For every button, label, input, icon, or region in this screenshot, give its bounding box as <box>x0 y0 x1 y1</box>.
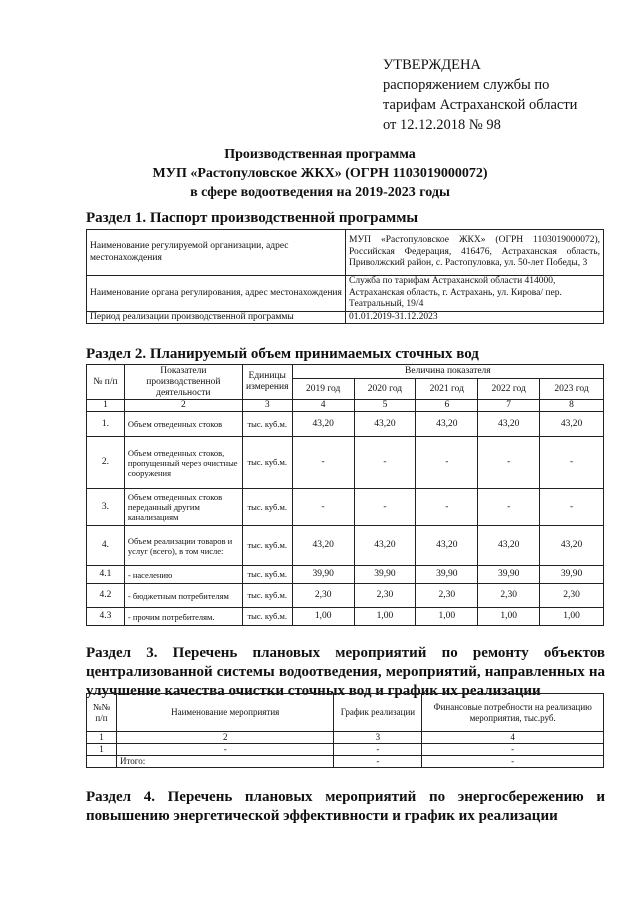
row-num: 2. <box>87 437 125 489</box>
table-header-row <box>87 365 604 379</box>
table-row <box>87 437 604 489</box>
column-number: 4 <box>292 400 354 412</box>
row-num: 4.1 <box>87 566 125 584</box>
table-row <box>87 584 604 608</box>
section4-heading: Раздел 4. Перечень плановых мероприятий по энергосбережению и повышению энергетической эффективности и график их реализации <box>86 789 605 824</box>
row-name: Объем отведенных стоков переданный другим канализациям <box>124 489 242 526</box>
row-value: 43,20 <box>416 526 478 566</box>
row-value: 2,30 <box>354 584 416 608</box>
row-value: 1,00 <box>478 608 540 626</box>
table-cell-label: Наименование регулируемой организации, адрес местонахождения <box>87 230 346 276</box>
table-cell-label: Период реализации производственной программы <box>87 311 346 324</box>
header-values: Величина показателя <box>292 365 603 379</box>
row-unit: тыс. куб.м. <box>242 584 292 608</box>
row-unit: тыс. куб.м. <box>242 489 292 526</box>
row-schedule: - <box>334 744 422 756</box>
title-line: в сфере водоотведения на 2019-2023 годы <box>190 185 450 200</box>
header-year: 2019 год <box>292 379 354 400</box>
section1-heading: Раздел 1. Паспорт производственной программы <box>86 210 419 226</box>
row-name: - прочим потребителям. <box>124 608 242 626</box>
row-value: 2,30 <box>416 584 478 608</box>
column-number: 2 <box>116 732 334 744</box>
header-year: 2021 год <box>416 379 478 400</box>
measures-table <box>86 693 604 768</box>
row-unit: тыс. куб.м. <box>242 526 292 566</box>
header-year: 2023 год <box>540 379 604 400</box>
row-value: - <box>478 437 540 489</box>
row-value: 43,20 <box>478 526 540 566</box>
row-value: 43,20 <box>292 412 354 437</box>
approval-date: от 12.12.2018 № 98 <box>383 117 501 133</box>
column-number-row <box>87 732 604 744</box>
row-value: 43,20 <box>478 412 540 437</box>
column-number: 7 <box>478 400 540 412</box>
row-unit: тыс. куб.м. <box>242 608 292 626</box>
total-finance: - <box>422 756 604 768</box>
row-value: - <box>478 489 540 526</box>
row-value: 39,90 <box>540 566 604 584</box>
row-num: 3. <box>87 489 125 526</box>
passport-table <box>86 229 604 324</box>
header-indicator: Показатели производственной деятельности <box>124 365 242 400</box>
total-label: Итого: <box>116 756 334 768</box>
total-empty-cell <box>87 756 117 768</box>
table-cell-value: МУП «Растопуловское ЖКХ» (ОГРН 1103019000072), Российская Федерация, 416476, Астраханская область, Приволжский район, с. Растопуловка, ул. 50-лет Победы, 3 <box>346 230 604 276</box>
row-value: 43,20 <box>354 412 416 437</box>
header-num: № п/п <box>87 365 125 400</box>
column-number: 6 <box>416 400 478 412</box>
row-value: - <box>354 437 416 489</box>
section3-heading: Раздел 3. Перечень плановых мероприятий по ремонту объектов централизованной системы водоотведения, мероприятий, направленных на улучшение качества очистки сточных вод и график их реализации <box>86 645 605 699</box>
header-finance: Финансовые потребности на реализацию мероприятия, тыс.руб. <box>422 694 604 732</box>
row-value: - <box>540 489 604 526</box>
row-num: 4.3 <box>87 608 125 626</box>
row-value: - <box>416 489 478 526</box>
table-row <box>87 276 604 312</box>
row-unit: тыс. куб.м. <box>242 566 292 584</box>
row-finance: - <box>422 744 604 756</box>
approval-line: тарифам Астраханской области <box>383 97 578 113</box>
header-year: 2020 год <box>354 379 416 400</box>
row-value: 1,00 <box>354 608 416 626</box>
row-value: - <box>416 437 478 489</box>
row-value: 43,20 <box>540 526 604 566</box>
approval-block <box>383 55 577 135</box>
column-number: 4 <box>422 732 604 744</box>
row-name: - <box>116 744 334 756</box>
header-year: 2022 год <box>478 379 540 400</box>
row-num: 4.2 <box>87 584 125 608</box>
column-number: 3 <box>242 400 292 412</box>
row-num: 1. <box>87 412 125 437</box>
row-value: 43,20 <box>540 412 604 437</box>
row-num: 4. <box>87 526 125 566</box>
header-unit: Единицы измерения <box>242 365 292 400</box>
column-number: 5 <box>354 400 416 412</box>
row-value: 39,90 <box>292 566 354 584</box>
row-value: 43,20 <box>292 526 354 566</box>
row-name: Объем отведенных стоков <box>124 412 242 437</box>
table-row <box>87 489 604 526</box>
table-row <box>87 566 604 584</box>
table-row <box>87 412 604 437</box>
row-value: - <box>292 489 354 526</box>
row-unit: тыс. куб.м. <box>242 412 292 437</box>
row-value: 1,00 <box>416 608 478 626</box>
table-cell-label: Наименование органа регулирования, адрес местонахождения <box>87 276 346 312</box>
approval-title: УТВЕРЖДЕНА <box>383 57 481 73</box>
table-row <box>87 526 604 566</box>
table-row <box>87 311 604 324</box>
row-value: - <box>540 437 604 489</box>
table-cell-value: 01.01.2019-31.12.2023 <box>346 311 604 324</box>
column-number: 3 <box>334 732 422 744</box>
column-number: 1 <box>87 400 125 412</box>
row-value: 1,00 <box>540 608 604 626</box>
title-line: МУП «Растопуловское ЖКХ» (ОГРН 1103019000072) <box>152 166 488 181</box>
header-num: №№ п/п <box>87 694 117 732</box>
table-row <box>87 230 604 276</box>
header-name: Наименование мероприятия <box>116 694 334 732</box>
row-value: 43,20 <box>416 412 478 437</box>
row-value: 39,90 <box>354 566 416 584</box>
section2-heading: Раздел 2. Планируемый объем принимаемых сточных вод <box>86 346 479 362</box>
row-name: - бюджетным потребителям <box>124 584 242 608</box>
column-number: 8 <box>540 400 604 412</box>
document-title <box>0 145 640 202</box>
row-value: 1,00 <box>292 608 354 626</box>
table-cell-value: Служба по тарифам Астраханской области 414000, Астраханская область, г. Астрахань, ул. Кирова/ пер. Театральный, 19/4 <box>346 276 604 312</box>
row-value: - <box>354 489 416 526</box>
row-value: 43,20 <box>354 526 416 566</box>
column-number: 1 <box>87 732 117 744</box>
table-header-row <box>87 694 604 732</box>
row-name: Объем отведенных стоков, пропущенный через очистные сооружения <box>124 437 242 489</box>
row-value: 2,30 <box>540 584 604 608</box>
table-row <box>87 608 604 626</box>
volume-table <box>86 364 604 626</box>
header-schedule: График реализации <box>334 694 422 732</box>
row-value: 39,90 <box>478 566 540 584</box>
row-unit: тыс. куб.м. <box>242 437 292 489</box>
table-row <box>87 744 604 756</box>
row-name: - населению <box>124 566 242 584</box>
row-num: 1 <box>87 744 117 756</box>
column-number-row <box>87 400 604 412</box>
approval-line: распоряжением службы по <box>383 77 550 93</box>
title-line: Производственная программа <box>224 147 416 162</box>
column-number: 2 <box>124 400 242 412</box>
total-row <box>87 756 604 768</box>
row-value: 2,30 <box>292 584 354 608</box>
row-value: 2,30 <box>478 584 540 608</box>
total-schedule: - <box>334 756 422 768</box>
row-value: - <box>292 437 354 489</box>
row-name: Объем реализации товаров и услуг (всего), в том числе: <box>124 526 242 566</box>
row-value: 39,90 <box>416 566 478 584</box>
